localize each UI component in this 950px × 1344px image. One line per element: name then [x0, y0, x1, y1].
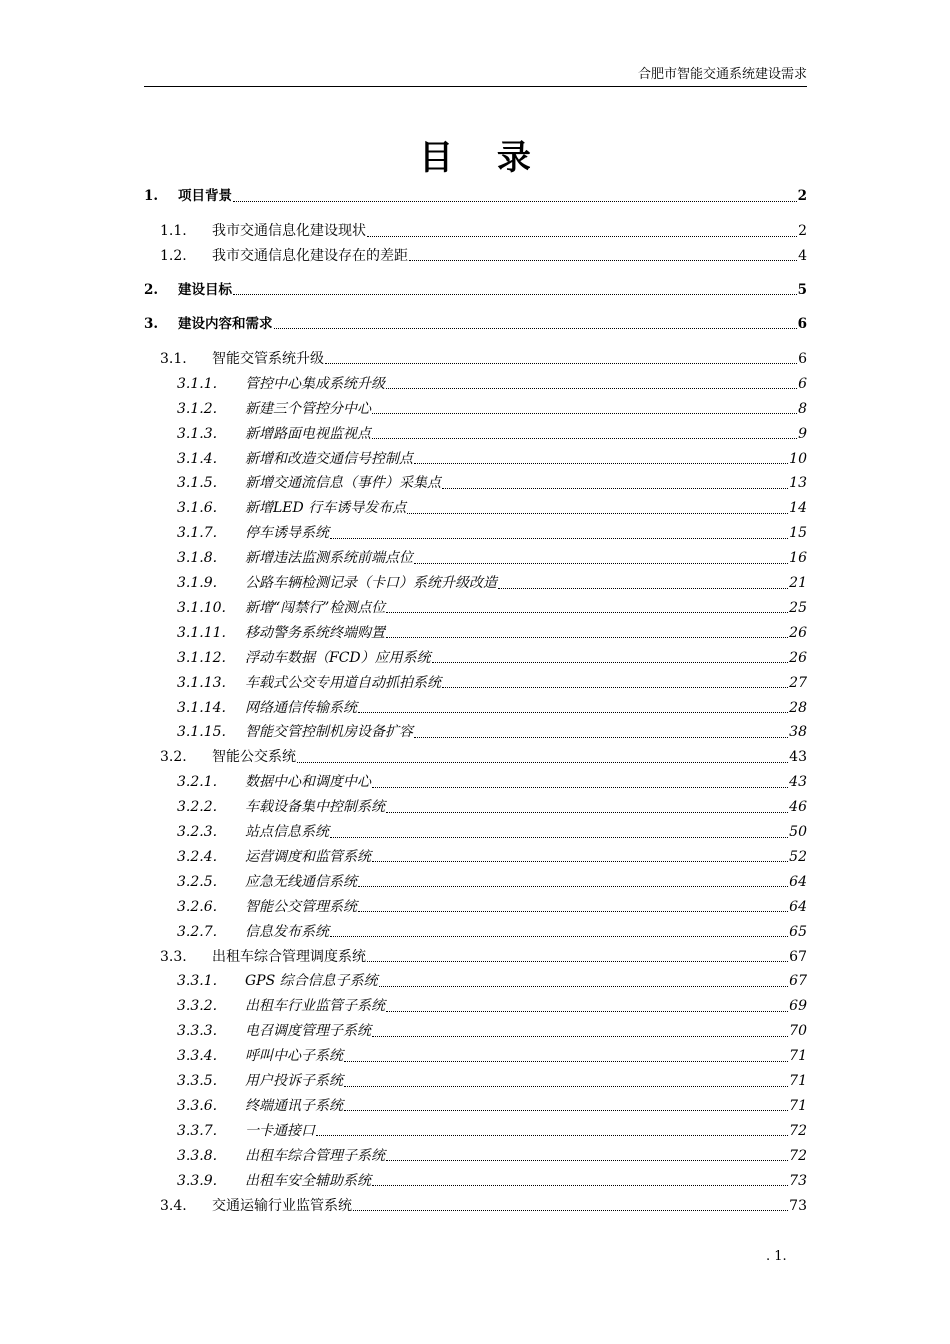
toc-entry-page: 5: [797, 281, 807, 298]
toc-dot-leader: [414, 463, 788, 464]
toc-entry-title: GPS 综合信息子系统: [245, 973, 378, 990]
toc-entry-title: 一卡通接口: [245, 1122, 315, 1139]
toc-entry[interactable]: [177, 697, 807, 719]
toc-entry[interactable]: [177, 622, 807, 644]
toc-entry[interactable]: [177, 871, 807, 893]
toc-entry-number: 3.1.4.: [177, 450, 218, 467]
toc-dot-leader: [386, 1011, 788, 1012]
toc-entry-title: 电召调度管理子系统: [245, 1023, 371, 1040]
toc-entry[interactable]: [177, 1070, 807, 1092]
toc-entry[interactable]: [177, 1120, 807, 1142]
toc-entry-page: 2: [798, 223, 807, 239]
toc-entry-number: 2.: [144, 281, 159, 298]
toc-entry-number: 3.3.4.: [177, 1048, 218, 1065]
toc-entry[interactable]: [177, 423, 807, 445]
toc-entry-title: 新增“闯禁行”检测点位: [245, 599, 386, 616]
toc-entry-title: 智能交管系统升级: [212, 350, 324, 367]
toc-entry[interactable]: [160, 746, 807, 768]
toc-entry[interactable]: [177, 572, 807, 594]
toc-dot-leader: [344, 1061, 788, 1062]
toc-dot-leader: [372, 413, 797, 414]
header-title: 合肥市智能交通系统建设需求: [637, 67, 807, 82]
toc-entry-number: 3.1.5.: [177, 475, 218, 492]
toc-entry-number: 1.: [144, 188, 159, 204]
toc-dot-leader: [372, 861, 788, 862]
toc-entry-number: 3.1.6.: [177, 500, 218, 517]
toc-entry[interactable]: [160, 348, 807, 370]
toc-entry[interactable]: [144, 313, 807, 335]
toc-entry-title: 移动警务系统终端购置: [245, 624, 385, 641]
toc-entry-page: 26: [789, 624, 807, 641]
toc-dot-leader: [358, 911, 788, 912]
toc-entry-title: 新增违法监测系统前端点位: [245, 550, 413, 567]
toc-dot-leader: [297, 762, 788, 763]
toc-entry-page: 69: [789, 998, 807, 1015]
toc-dot-leader: [358, 712, 788, 713]
toc-dot-leader: [442, 687, 788, 688]
toc-entry-number: 3.2.4.: [177, 848, 218, 865]
toc-entry-page: 71: [789, 1048, 807, 1065]
toc-entry-number: 3.2.1.: [177, 774, 218, 791]
toc-entry-page: 8: [798, 400, 807, 417]
toc-entry[interactable]: [177, 398, 807, 420]
toc-entry-title: 我市交通信息化建设现状: [212, 223, 366, 239]
toc-entry-title: 数据中心和调度中心: [245, 774, 371, 791]
toc-entry-number: 3.3.1.: [177, 973, 218, 990]
toc-entry[interactable]: [177, 472, 807, 494]
toc-entry-page: 28: [789, 699, 807, 716]
toc-entry-page: 43: [789, 749, 807, 766]
toc-entry-page: 65: [789, 923, 807, 940]
toc-dot-leader: [372, 1036, 788, 1037]
toc-entry-title: 应急无线通信系统: [245, 873, 357, 890]
toc-entry-title: 智能公交系统: [212, 749, 296, 766]
toc-entry[interactable]: [177, 721, 807, 743]
toc-entry-number: 3.4.: [160, 1197, 187, 1214]
toc-entry-number: 3.3.8.: [177, 1147, 218, 1164]
toc-entry-page: 6: [798, 350, 807, 367]
toc-entry[interactable]: [177, 672, 807, 694]
toc-entry-number: 3.1.15.: [177, 724, 226, 741]
toc-entry-number: 3.1.10.: [177, 599, 226, 616]
toc-entry-number: 3.3.3.: [177, 1023, 218, 1040]
toc-dot-leader: [414, 563, 788, 564]
toc-entry-number: 3.1.11.: [177, 624, 226, 641]
toc-entry-number: 3.2.2.: [177, 799, 218, 816]
toc-entry-number: 3.1.3.: [177, 425, 218, 442]
toc-entry[interactable]: [177, 995, 807, 1017]
toc-entry-number: 3.3.2.: [177, 998, 218, 1015]
toc-entry[interactable]: [177, 497, 807, 519]
toc-entry-number: 3.3.6.: [177, 1097, 218, 1114]
toc-entry-title: 新增交通流信息（事件）采集点: [245, 475, 441, 492]
toc-entry-page: 67: [789, 948, 807, 965]
toc-entry-page: 43: [789, 774, 807, 791]
toc-dot-leader: [432, 662, 789, 663]
toc-entry-page: 6: [798, 375, 807, 392]
toc-entry[interactable]: [177, 821, 807, 843]
toc-entry-page: 25: [789, 599, 807, 616]
toc-entry-number: 3.2.: [160, 749, 187, 766]
toc-entry-title: 信息发布系统: [245, 923, 329, 940]
toc-entry-title: 我市交通信息化建设存在的差距: [212, 247, 408, 264]
toc-entry-page: 13: [789, 475, 807, 492]
toc-entry-number: 3.1.9.: [177, 575, 218, 591]
toc-entry-title: 公路车辆检测记录（卡口）系统升级改造: [245, 575, 497, 591]
toc-entry-page: 70: [789, 1023, 807, 1040]
toc-entry-title: 项目背景: [178, 188, 232, 204]
toc-dot-leader: [386, 812, 788, 813]
toc-entry-title: 呼叫中心子系统: [245, 1048, 343, 1065]
toc-dot-leader: [330, 837, 788, 838]
toc-entry-number: 3.2.3.: [177, 824, 218, 840]
toc-entry[interactable]: [177, 796, 807, 818]
toc-dot-leader: [407, 513, 788, 514]
toc-entry-number: 3.3.7.: [177, 1122, 218, 1139]
toc-entry-title: 新建三个管控分中心: [245, 400, 371, 417]
toc-entry-page: 64: [789, 898, 807, 915]
toc-entry-page: 71: [789, 1073, 807, 1089]
toc-dot-leader: [316, 1135, 788, 1136]
toc-entry-title: 智能交管控制机房设备扩容: [245, 724, 413, 741]
toc-entry[interactable]: [177, 1170, 807, 1192]
toc-entry-title: 出租车综合管理子系统: [245, 1147, 385, 1164]
toc-entry[interactable]: [160, 245, 807, 267]
toc-entry-title: 出租车综合管理调度系统: [212, 948, 366, 965]
toc-entry-page: 14: [789, 500, 807, 517]
toc-entry-number: 3.1.13.: [177, 674, 226, 691]
toc-dot-leader: [344, 1110, 788, 1111]
toc-entry-page: 15: [789, 525, 807, 542]
toc-entry-page: 21: [789, 575, 807, 591]
toc-dot-leader: [367, 961, 788, 962]
toc-dot-leader: [344, 1086, 788, 1087]
toc-entry-title: 出租车安全辅助系统: [245, 1172, 371, 1189]
toc-entry-number: 3.2.7.: [177, 923, 218, 940]
toc-entry-title: 停车诱导系统: [245, 525, 329, 542]
toc-entry-title: 网络通信传输系统: [245, 699, 357, 716]
toc-dot-leader: [442, 488, 788, 489]
toc-entry-number: 3.1.1.: [177, 375, 218, 392]
toc-dot-leader: [233, 294, 797, 295]
toc-entry[interactable]: [177, 846, 807, 868]
toc-entry-page: 73: [789, 1197, 807, 1214]
toc-entry[interactable]: [160, 220, 807, 242]
toc-dot-leader: [358, 886, 788, 887]
toc-entry-title: 站点信息系统: [245, 824, 329, 840]
toc-entry-page: 67: [789, 973, 807, 990]
toc-entry-page: 26: [789, 649, 807, 666]
toc-entry[interactable]: [177, 1020, 807, 1042]
toc-entry-page: 72: [789, 1122, 807, 1139]
toc-entry-title: 浮动车数据（FCD）应用系统: [245, 649, 431, 666]
toc-dot-leader: [372, 438, 797, 439]
toc-entry-number: 3.1.8.: [177, 550, 218, 567]
toc-entry-title: 车载设备集中控制系统: [245, 799, 385, 816]
toc-entry-page: 27: [789, 674, 807, 691]
toc-dot-leader: [330, 538, 788, 539]
toc-entry-title: 出租车行业监管子系统: [245, 998, 385, 1015]
toc-entry-page: 64: [789, 873, 807, 890]
toc-entry-page: 16: [789, 550, 807, 567]
toc-entry[interactable]: [160, 1195, 807, 1217]
toc-dot-leader: [274, 328, 797, 329]
toc-dot-leader: [325, 363, 797, 364]
toc-entry-page: 73: [789, 1172, 807, 1189]
toc-entry-title: 新增路面电视监视点: [245, 425, 371, 442]
toc-entry-number: 3.2.6.: [177, 898, 218, 915]
toc-entry-title: 建设目标: [178, 281, 232, 298]
toc-entry-title: 建设内容和需求: [178, 315, 273, 332]
toc-dot-leader: [367, 236, 797, 237]
toc-entry-number: 3.2.5.: [177, 873, 218, 890]
toc-dot-leader: [330, 936, 788, 937]
toc-entry[interactable]: [177, 921, 807, 943]
toc-entry-number: 1.2.: [160, 247, 187, 264]
toc-entry-number: 3.1.7.: [177, 525, 218, 542]
toc-entry-number: 3.1.: [160, 350, 187, 367]
toc-entry-title: 管控中心集成系统升级: [245, 375, 385, 392]
toc-entry-title: 终端通讯子系统: [245, 1097, 343, 1114]
page-header: [144, 64, 807, 87]
toc-entry-title: 智能公交管理系统: [245, 898, 357, 915]
toc-entry-page: 9: [798, 425, 807, 442]
toc-entry[interactable]: [144, 185, 807, 207]
toc-title: 目 录: [419, 138, 547, 178]
toc-entry[interactable]: [177, 970, 807, 992]
toc-entry-page: 46: [789, 799, 807, 816]
toc-entry-page: 72: [789, 1147, 807, 1164]
toc-dot-leader: [409, 260, 797, 261]
toc-entry-page: 52: [789, 848, 807, 865]
toc-entry-page: 2: [797, 188, 807, 204]
toc-entry-number: 3.3.5.: [177, 1073, 218, 1089]
toc-entry[interactable]: [177, 1145, 807, 1167]
toc-entry-number: 3.1.12.: [177, 649, 226, 666]
toc-entry[interactable]: [177, 647, 807, 669]
toc-dot-leader: [372, 1185, 788, 1186]
toc-dot-leader: [386, 612, 788, 613]
toc-dot-leader: [372, 787, 788, 788]
toc-dot-leader: [233, 201, 797, 202]
toc-entry-title: 用户投诉子系统: [245, 1073, 343, 1089]
toc-entry[interactable]: [177, 896, 807, 918]
toc-entry-number: 3.: [144, 315, 159, 332]
toc-entry[interactable]: [177, 522, 807, 544]
toc-entry-title: 车载式公交专用道自动抓拍系统: [245, 674, 441, 691]
toc-entry-page: 50: [789, 824, 807, 840]
toc-entry-number: 3.1.2.: [177, 400, 218, 417]
toc-dot-leader: [379, 986, 789, 987]
toc-dot-leader: [498, 588, 788, 589]
page-number: . 1.: [766, 1249, 787, 1264]
toc-dot-leader: [353, 1210, 788, 1211]
toc-entry-title: 新增和改造交通信号控制点: [245, 450, 413, 467]
toc-entry-page: 38: [789, 724, 807, 741]
toc-entry[interactable]: [177, 1045, 807, 1067]
toc-entry-page: 71: [789, 1097, 807, 1114]
toc-entry[interactable]: [177, 771, 807, 793]
toc-entry-page: 10: [789, 450, 807, 467]
toc-dot-leader: [386, 637, 788, 638]
toc-dot-leader: [386, 388, 797, 389]
toc-entry[interactable]: [177, 547, 807, 569]
toc-entry[interactable]: [160, 946, 807, 968]
toc-entry-page: 4: [798, 247, 807, 264]
toc-entry[interactable]: [177, 448, 807, 470]
toc-entry-number: 3.1.14.: [177, 699, 226, 716]
toc-entry-number: 1.1.: [160, 223, 187, 239]
toc-entry-title: 运营调度和监管系统: [245, 848, 371, 865]
toc-entry-page: 6: [797, 315, 807, 332]
toc-entry-title: 新增LED 行车诱导发布点: [245, 500, 407, 517]
toc-entry-number: 3.3.: [160, 948, 187, 965]
toc-entry[interactable]: [177, 597, 807, 619]
toc-entry[interactable]: [177, 373, 807, 395]
toc-dot-leader: [414, 737, 788, 738]
toc-entry[interactable]: [177, 1095, 807, 1117]
toc-entry[interactable]: [144, 279, 807, 301]
toc-entry-number: 3.3.9.: [177, 1172, 218, 1189]
toc-entry-title: 交通运输行业监管系统: [212, 1197, 352, 1214]
toc-dot-leader: [386, 1160, 788, 1161]
